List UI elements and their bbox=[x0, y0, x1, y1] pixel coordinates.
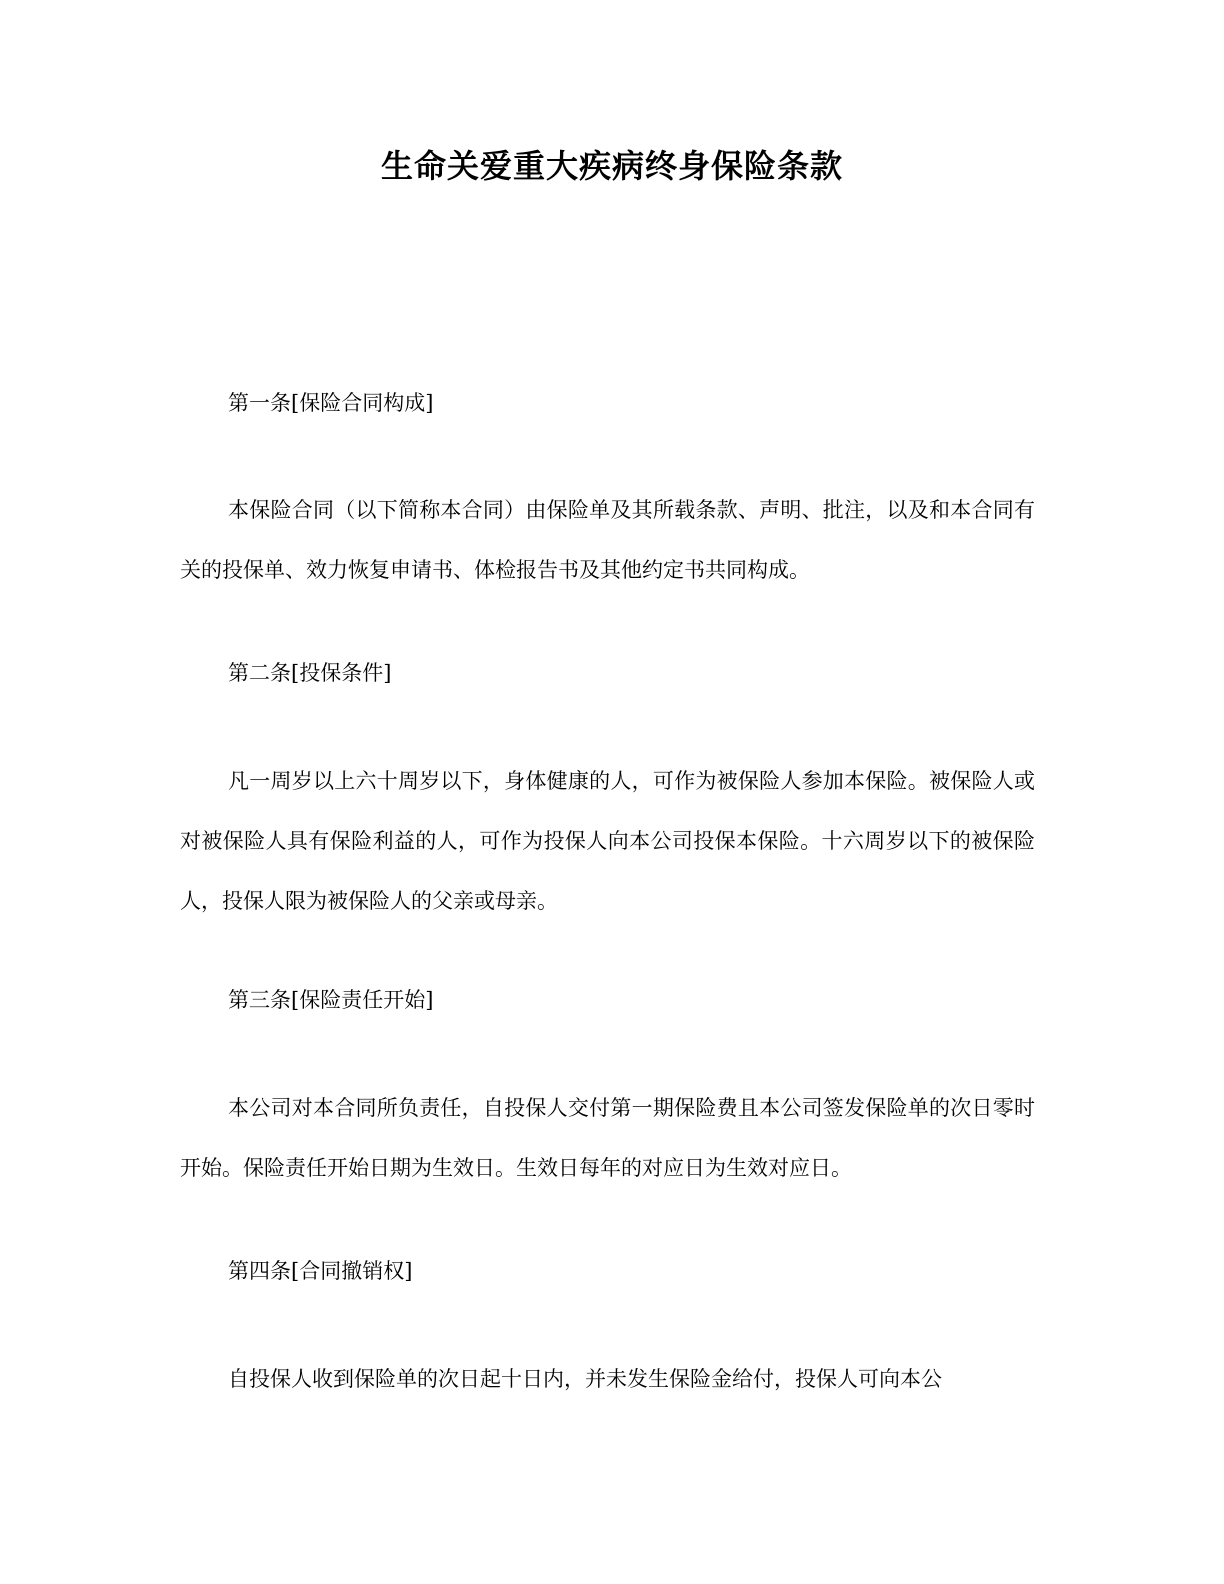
document-title: 生命关爱重大疾病终身保险条款 bbox=[380, 147, 843, 185]
section-4-heading: 第四条[合同撤销权] bbox=[228, 1259, 413, 1283]
section-2-heading: 第二条[投保条件] bbox=[228, 661, 392, 685]
section-2-body: 凡一周岁以上六十周岁以下，身体健康的人，可作为被保险人参加本保险。被保险人或对被保险人具有保险利益的人，可作为投保人向本公司投保本保险。十六周岁以下的被保险人，投保人限为被保险人的父亲或母亲。 bbox=[180, 769, 1035, 913]
section-1-body: 本保险合同（以下简称本合同）由保险单及其所载条款、声明、批注，以及和本合同有关的投保单、效力恢复申请书、体检报告书及其他约定书共同构成。 bbox=[180, 498, 1035, 582]
section-3-heading: 第三条[保险责任开始] bbox=[228, 988, 434, 1012]
section-4-body: 自投保人收到保险单的次日起十日内，并未发生保险金给付，投保人可向本公 bbox=[228, 1367, 942, 1391]
section-3-body: 本公司对本合同所负责任，自投保人交付第一期保险费且本公司签发保险单的次日零时开始。保险责任开始日期为生效日。生效日每年的对应日为生效对应日。 bbox=[180, 1096, 1035, 1180]
section-1-heading: 第一条[保险合同构成] bbox=[228, 391, 434, 415]
